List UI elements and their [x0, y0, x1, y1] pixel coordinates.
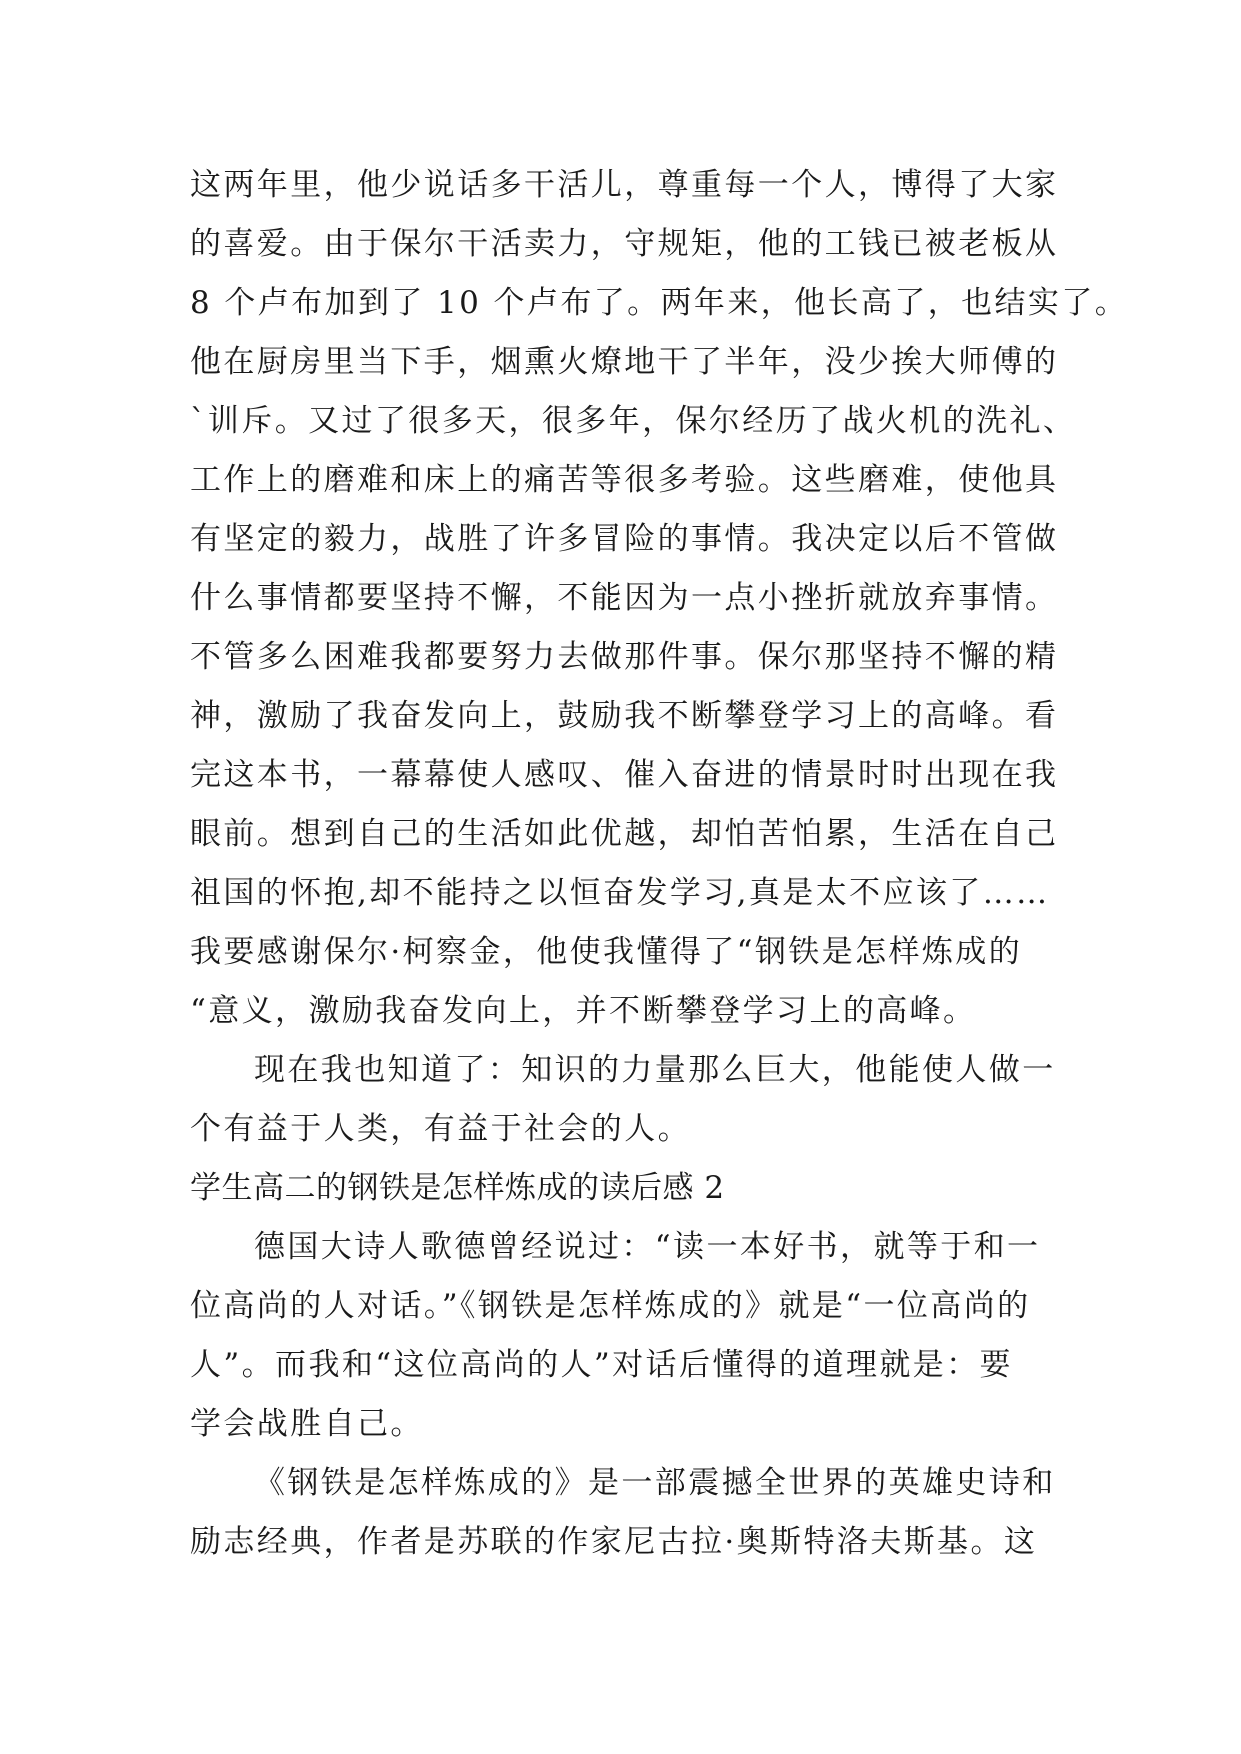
- paragraph-first-line: 《钢铁是怎样炼成的》是一部震撼全世界的英雄史诗和: [254, 1465, 1056, 1501]
- text-line: 学会战胜自己。: [190, 1406, 424, 1442]
- text-line: 完这本书，一幕幕使人感叹、催入奋进的情景时时出现在我: [190, 757, 1059, 793]
- text-line: “意义，激励我奋发向上，并不断攀登学习上的高峰。: [190, 993, 977, 1029]
- text-line: 8 个卢布加到了 10 个卢布了。两年来，他长高了，也结实了。: [190, 285, 1129, 321]
- paragraph-first-line: 现在我也知道了：知识的力量那么巨大，他能使人做一: [254, 1052, 1056, 1088]
- text-line: 神，激励了我奋发向上，鼓励我不断攀登学习上的高峰。看: [190, 698, 1059, 734]
- text-line: 他在厨房里当下手，烟熏火燎地干了半年，没少挨大师傅的: [190, 344, 1059, 380]
- text-line: 这两年里，他少说话多干活儿，尊重每一个人，博得了大家: [190, 167, 1059, 203]
- text-line: 不管多么困难我都要努力去做那件事。保尔那坚持不懈的精: [190, 639, 1059, 675]
- text-line: 什么事情都要坚持不懈，不能因为一点小挫折就放弃事情。: [190, 580, 1059, 616]
- paragraph-first-line: 德国大诗人歌德曾经说过：“读一本好书，就等于和一: [254, 1229, 1041, 1265]
- text-line: 的喜爱。由于保尔干活卖力，守规矩，他的工钱已被老板从: [190, 226, 1059, 262]
- text-line: 工作上的磨难和床上的痛苦等很多考验。这些磨难，使他具: [190, 462, 1059, 498]
- text-line: 有坚定的毅力，战胜了许多冒险的事情。我决定以后不管做: [190, 521, 1059, 557]
- text-line: 个有益于人类，有益于社会的人。: [190, 1111, 691, 1147]
- text-line: 祖国的怀抱,却不能持之以恒奋发学习,真是太不应该了……: [190, 875, 1050, 911]
- text-line: 眼前。想到自己的生活如此优越，却怕苦怕累，生活在自己: [190, 816, 1059, 852]
- text-line: 位高尚的人对话。”《钢铁是怎样炼成的》就是“一位高尚的: [190, 1288, 1031, 1324]
- text-line: 人”。而我和“这位高尚的人”对话后懂得的道理就是：要: [190, 1347, 1013, 1383]
- section-heading: 学生高二的钢铁是怎样炼成的读后感 2: [190, 1170, 725, 1206]
- text-line: `训斥。又过了很多天，很多年，保尔经历了战火机的洗礼、: [190, 403, 1077, 439]
- text-line: 我要感谢保尔·柯察金，他使我懂得了“钢铁是怎样炼成的: [190, 934, 1023, 970]
- text-line: 励志经典，作者是苏联的作家尼古拉·奥斯特洛夫斯基。这: [190, 1524, 1038, 1560]
